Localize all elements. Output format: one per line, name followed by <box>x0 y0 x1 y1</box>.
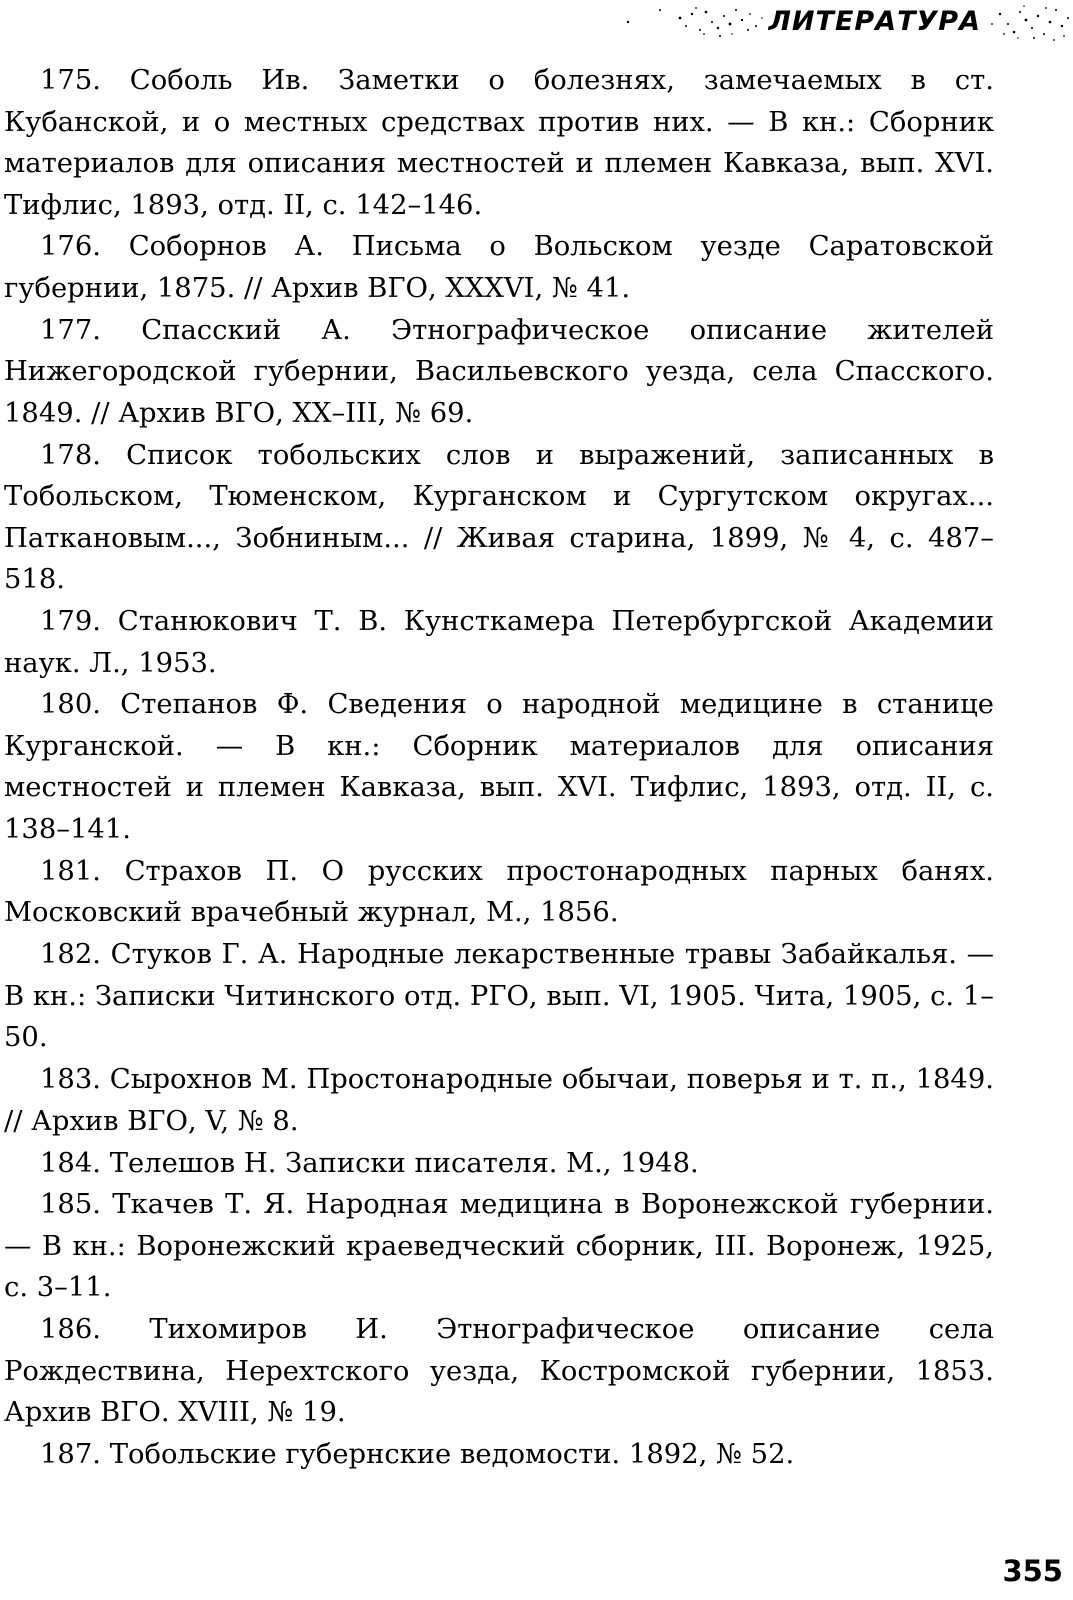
bibliography-entry: 187. Тобольские губернские ведомости. 1892, № 52. <box>40 1439 795 1471</box>
bibliography-entry: 182. Стуков Г. А. Народные лекарственные травы Забайкалья. — В кн.: Записки Читинского отд. РГО, вып. VI, 1905. Чита, 1905, с. 1–50. <box>4 939 994 1054</box>
bibliography-entry: 178. Список тобольских слов и выражений, записанных в Тобольском, Тюменском, Курганском и Сургутском округах... Паткановым..., Зобниным... // Живая старина, 1899, № 4, с. 487–518. <box>4 439 994 596</box>
section-title: ЛИТЕРАТУРА <box>765 6 986 37</box>
bibliography-entry: 177. Спасский А. Этнографическое описание жителей Нижегородской губернии, Васильевского уезда, села Спасского. 1849. // Архив ВГО, XX–III, № 69. <box>4 314 994 429</box>
bibliography-entry: 176. Соборнов А. Письма о Вольском уезде Саратовской губернии, 1875. // Архив ВГО, XXXVI, № 41. <box>4 231 994 304</box>
bibliography-list <box>4 60 994 1476</box>
bibliography-entry: 186. Тихомиров И. Этнографическое описание села Рождествина, Нерехтского уезда, Костромской губернии, 1853. Архив ВГО. XVIII, № 19. <box>4 1314 994 1429</box>
bibliography-entry: 181. Страхов П. О русских простонародных парных банях. Московский врачебный журнал, М., 1856. <box>4 855 994 929</box>
bibliography-entry: 180. Степанов Ф. Сведения о народной медицине в станице Курганской. — В кн.: Сборник материалов для описания местностей и племен Кавказа, вып. XVI. Тифлис, 1893, отд. II, с. 138–141. <box>4 689 994 845</box>
bibliography-entry: 184. Телешов Н. Записки писателя. М., 1948. <box>40 1147 699 1179</box>
bibliography-entry: 179. Станюкович Т. В. Кунсткамера Петербургской Академии наук. Л., 1953. <box>4 606 994 679</box>
page-number: 355 <box>1002 1554 1063 1588</box>
page-header <box>0 0 1073 46</box>
bibliography-entry: 185. Ткачев Т. Я. Народная медицина в Воронежской губернии. — В кн.: Воронежский краеведческий сборник, III. Воронеж, 1925, с. 3–11. <box>4 1189 994 1304</box>
bibliography-entry: 183. Сырохнов М. Простонародные обычаи, поверья и т. п., 1849. // Архив ВГО, V, № 8. <box>4 1064 994 1137</box>
bibliography-entry: 175. Соболь Ив. Заметки о болезнях, замечаемых в ст. Кубанской, и о местных средствах против них. — В кн.: Сборник материалов для описания местностей и племен Кавказа, вып. XVI. Тифлис, 1893, отд. II, с. 142–146. <box>4 65 994 221</box>
